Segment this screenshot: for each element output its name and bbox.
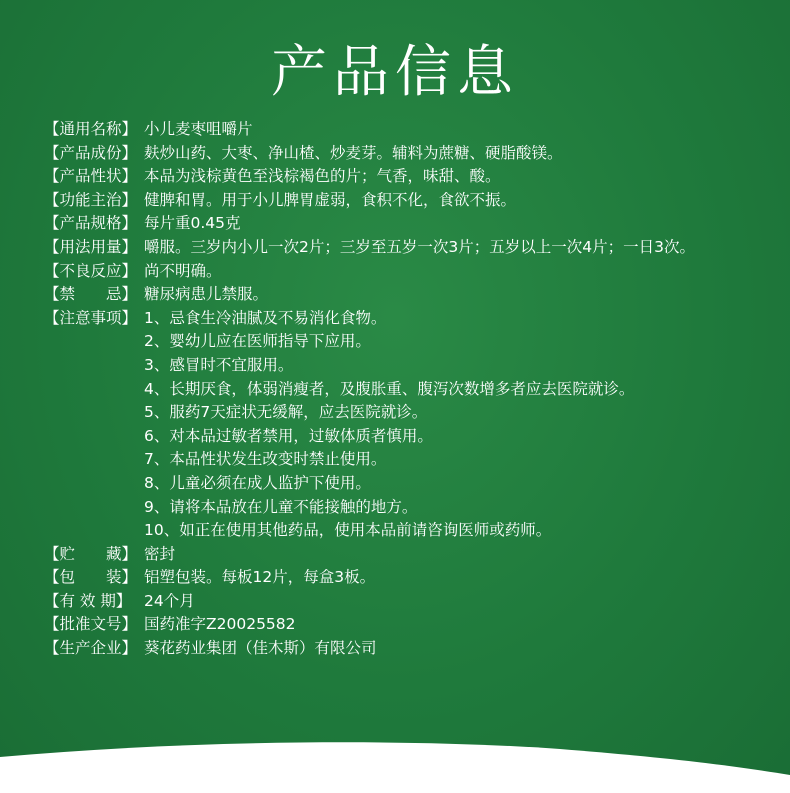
info-label: 【产品规格】 [44,214,138,233]
info-label: 【禁 忌】 [44,285,138,304]
note-item: 6、对本品过敏者禁用，过敏体质者慎用。 [144,426,433,445]
info-label: 【包 装】 [44,568,138,587]
info-row [44,283,764,307]
info-row [44,165,764,189]
info-label: 【用法用量】 [44,237,138,256]
info-content [44,118,764,661]
info-value: 密封 [144,544,176,563]
note-item: 1、忌食生冷油腻及不易消化食物。 [144,308,387,327]
info-label: 【批准文号】 [44,615,138,634]
notes-list [144,307,634,543]
info-label: 【贮 藏】 [44,544,138,563]
info-value: 每片重0.45克 [144,214,241,233]
info-rows [44,118,764,307]
note-item: 8、儿童必须在成人监护下使用。 [144,473,371,492]
info-value: 小儿麦枣咀嚼片 [144,120,253,138]
info-row [44,613,764,637]
info-row [44,189,764,213]
info-label: 【产品成份】 [44,143,138,162]
info-row [44,236,764,260]
note-item: 2、婴幼儿应在医师指导下应用。 [144,332,371,351]
info-row [44,142,764,166]
note-item: 4、长期厌食，体弱消瘦者，及腹胀重、腹泻次数增多者应去医院就诊。 [144,379,635,398]
page-title: 产品信息 [271,40,519,105]
info-value: 本品为浅棕黄色至浅棕褐色的片；气香，味甜、酸。 [144,167,501,186]
info-label: 【产品性状】 [44,167,138,186]
info-value: 尚不明确。 [144,261,222,280]
info-value: 铝塑包装。每板12片，每盒3板。 [144,568,376,587]
info-value: 24个月 [144,591,195,610]
info-rows-2 [44,543,764,661]
info-value: 嚼服。三岁内小儿一次2片；三岁至五岁一次3片；五岁以上一次4片；一日3次。 [144,237,695,256]
info-label: 【通用名称】 [44,120,138,138]
info-value: 葵花药业集团（佳木斯）有限公司 [144,639,377,658]
info-row [44,543,764,567]
info-row [44,212,764,236]
info-value: 糖尿病患儿禁服。 [144,285,269,304]
info-label: 【功能主治】 [44,190,138,209]
info-value: 健脾和胃。用于小儿脾胃虚弱，食积不化，食欲不振。 [144,190,517,209]
notes-section [44,307,764,543]
note-item: 3、感冒时不宜服用。 [144,355,294,374]
info-row [44,260,764,284]
info-row [44,637,764,661]
note-item: 10、如正在使用其他药品，使用本品前请咨询医师或药师。 [144,521,552,540]
info-value: 国药准字Z20025582 [144,615,296,634]
footer-wave [0,735,790,793]
note-item: 7、本品性状发生改变时禁止使用。 [144,450,387,469]
note-item: 5、服药7天症状无缓解，应去医院就诊。 [144,403,428,422]
note-item: 9、请将本品放在儿童不能接触的地方。 [144,497,418,516]
info-row [44,590,764,614]
info-value: 麸炒山药、大枣、净山楂、炒麦芽。辅料为蔗糖、硬脂酸镁。 [144,143,563,162]
info-label: 【不良反应】 [44,261,138,280]
info-label: 【生产企业】 [44,639,138,658]
info-row [44,566,764,590]
info-row [44,118,764,142]
info-label: 【有 效 期】 [44,591,132,610]
notes-label: 【注意事项】 [44,308,138,327]
